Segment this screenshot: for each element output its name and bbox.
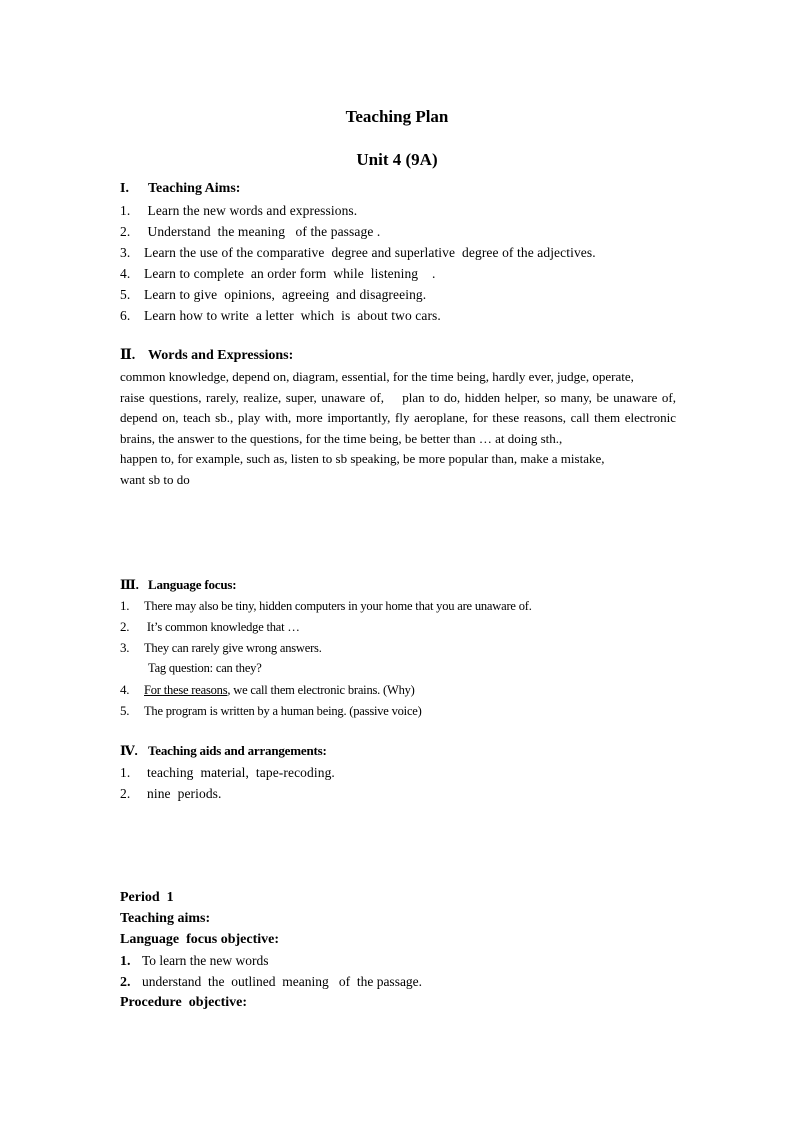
section-numeral: Ⅳ. [120, 743, 138, 758]
section-language-focus-heading [120, 576, 236, 594]
list-item: 1. There may also be tiny, hidden computers in your home that you are unaware of. [120, 598, 532, 613]
list-item: 5. Learn to give opinions, agreeing and disagreeing. [120, 287, 427, 302]
list-item: 1. To learn the new words [120, 953, 269, 969]
period-title: Period 1 [120, 890, 174, 905]
list-item: 1. teaching material, tape-recoding. [120, 765, 335, 780]
list-item: 4. For these reasons, we call them electronic brains. (Why) [120, 682, 415, 697]
document-title: Teaching Plan [345, 107, 449, 126]
words-paragraph: raise questions, rarely, realize, super, unaware of, plan to do, hidden helper, so many, be unaware of, depend on, teach sb., play with, more importantly, fly aeroplane, for these reasons, call them electronic brains, the answer to the questions, for the time being, be better than … at doing sth., [120, 389, 680, 446]
underlined-phrase: For these reasons [144, 683, 228, 697]
section-words-heading [120, 347, 293, 365]
list-item: 3. Learn the use of the comparative degree and superlative degree of the adjectives. [120, 245, 596, 260]
words-paragraph: common knowledge, depend on, diagram, essential, for the time being, hardly ever, judge, operate, [120, 369, 634, 384]
words-expressions-block [120, 367, 680, 491]
words-paragraph: want sb to do [120, 471, 190, 487]
section-title: Language focus: [148, 577, 237, 592]
aims-list [120, 200, 680, 326]
list-item: 2. Understand the meaning of the passage . [120, 224, 381, 239]
section-teaching-aids-heading [120, 742, 327, 760]
list-item: 1. Learn the new words and expressions. [120, 203, 358, 218]
period-aims-heading: Teaching aims: [120, 911, 211, 926]
list-item: 2. nine periods. [120, 786, 222, 801]
list-item: 4. Learn to complete an order form while listening . [120, 266, 436, 281]
section-title: Words and Expressions: [148, 348, 294, 363]
section-aims-heading [120, 180, 240, 198]
list-item: Tag question: can they? [148, 661, 262, 675]
section-numeral: Ⅲ. [120, 577, 139, 592]
period-procedure-heading: Procedure objective: [120, 995, 247, 1010]
document-subtitle: Unit 4 (9A) [356, 150, 438, 169]
section-numeral: I. [120, 181, 129, 196]
language-focus-list [120, 595, 680, 721]
section-numeral: Ⅱ. [120, 348, 136, 363]
list-item: 2. It’s common knowledge that … [120, 619, 300, 634]
list-item: 2. understand the outlined meaning of the passage. [120, 974, 423, 990]
teaching-aids-list [120, 762, 680, 804]
list-item: 3. They can rarely give wrong answers. [120, 640, 322, 655]
words-paragraph: happen to, for example, such as, listen to sb speaking, be more popular than, make a mistake, [120, 451, 605, 467]
list-item: 5. The program is written by a human being. (passive voice) [120, 703, 422, 718]
section-title: Teaching Aims: [148, 181, 241, 196]
period-1-block [120, 887, 680, 1013]
list-item: 6. Learn how to write a letter which is about two cars. [120, 308, 441, 323]
period-language-focus-heading: Language focus objective: [120, 932, 280, 947]
section-title: Teaching aids and arrangements: [148, 743, 327, 758]
